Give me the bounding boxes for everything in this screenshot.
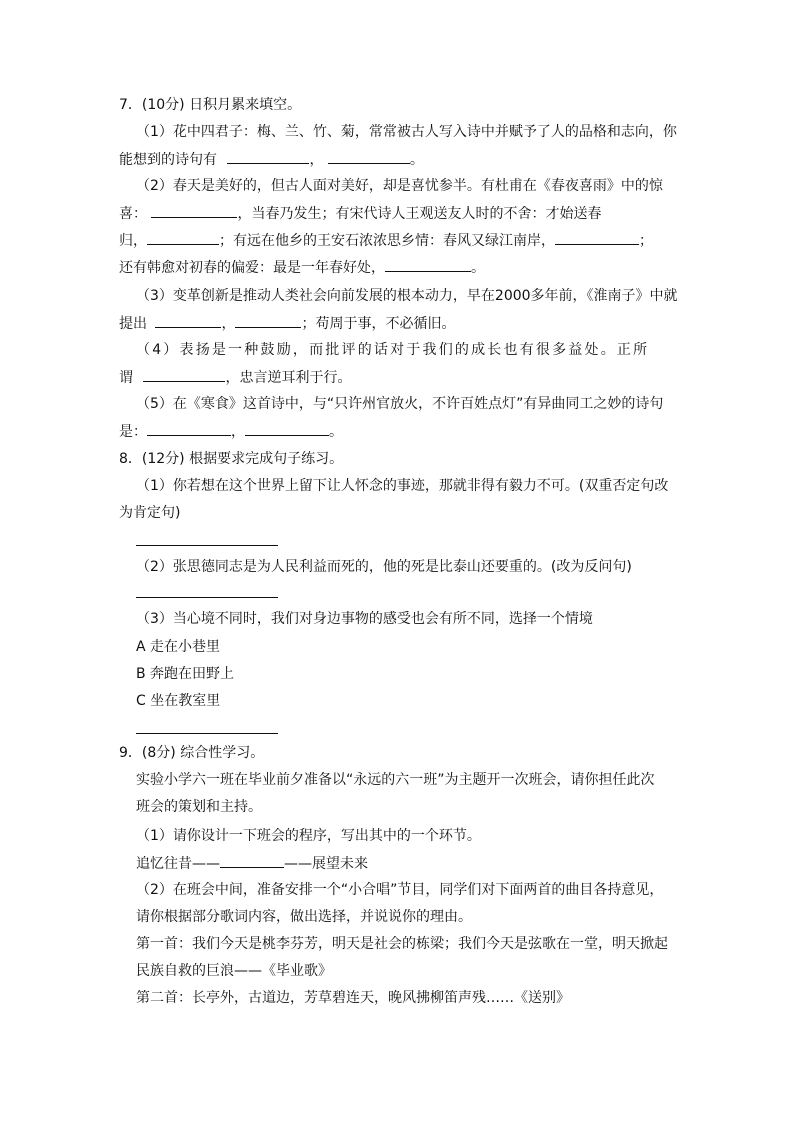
q8-2-answer-line[interactable] xyxy=(136,597,278,598)
answer-blank[interactable] xyxy=(155,313,221,328)
q8-1-answer-line[interactable] xyxy=(136,545,278,546)
q7-5-prompt: 是： xyxy=(119,424,147,440)
q7-4-prompt: 谓 xyxy=(119,370,133,386)
answer-blank[interactable] xyxy=(328,149,410,164)
q7-3-text: （3）变革创新是推动人类社会向前发展的根本动力，早在2000多年前，《淮南子》中就 xyxy=(136,288,678,304)
punct-semicolon: ； xyxy=(639,233,653,249)
q7-4-line2 xyxy=(119,367,351,387)
q7-1-answer-line xyxy=(119,149,424,169)
q9-song2: 第二首：长亭外，古道边，芳草碧连天，晚风拂柳笛声残……《送别》 xyxy=(136,990,570,1006)
q7-3-prompt: 提出 xyxy=(119,316,147,332)
q8-3-text: （3）当心境不同时，我们对身边事物的感受也会有所不同，选择一个情境 xyxy=(136,611,593,627)
q9-1-right: ——展望未来 xyxy=(284,856,368,872)
q7-2-line2 xyxy=(119,203,601,223)
q9-intro-cont: 班会的策划和主持。 xyxy=(136,799,262,815)
q8-heading: 8．(12分) 根据要求完成句子练习。 xyxy=(119,451,344,467)
q9-song1-cont: 民族自救的巨浪——《毕业歌》 xyxy=(136,963,332,979)
answer-blank[interactable] xyxy=(147,421,231,436)
q7-2-prompt-c: 归， xyxy=(119,233,147,249)
q7-heading: 7．(10分) 日积月累来填空。 xyxy=(119,97,302,113)
q7-3-suffix: ；苟周于事，不必循旧。 xyxy=(301,316,456,332)
answer-blank[interactable] xyxy=(227,149,309,164)
q8-2-text: （2）张思德同志是为人民利益而死的，他的死是比泰山还要重的。(改为反问句) xyxy=(136,559,632,575)
q9-2-text-cont: 请你根据部分歌词内容，做出选择，并说说你的理由。 xyxy=(136,909,472,925)
punct-period: 。 xyxy=(471,260,485,276)
q7-5-line2 xyxy=(119,421,343,441)
q7-2-prompt-e: 还有韩愈对初春的偏爱：最是一年春好处， xyxy=(119,260,385,276)
q7-2-line3 xyxy=(119,230,653,250)
answer-blank[interactable] xyxy=(151,203,237,218)
punct-comma: ， xyxy=(309,152,324,168)
q9-heading: 9．(8分) 综合性学习。 xyxy=(119,745,265,761)
q8-3-option-a: A 走在小巷里 xyxy=(136,639,221,655)
answer-blank[interactable] xyxy=(235,313,301,328)
q7-1-prompt: 能想到的诗句有 xyxy=(119,152,217,168)
q8-3-option-b: B 奔跑在田野上 xyxy=(136,666,235,682)
q7-4-suffix: ，忠言逆耳利于行。 xyxy=(225,370,352,386)
q9-intro: 实验小学六一班在毕业前夕准备以“永远的六一班”为主题开一次班会，请你担任此次 xyxy=(136,772,655,788)
q9-1-text: （1）请你设计一下班会的程序，写出其中的一个环节。 xyxy=(136,828,481,844)
q9-2-text: （2）在班会中间，准备安排一个“小合唱”节目，同学们对下面两首的曲目各持意见， xyxy=(136,882,664,898)
q8-3-option-c: C 坐在教室里 xyxy=(136,693,221,709)
q8-1-text: （1）你若想在这个世界上留下让人怀念的事迹，那就非得有毅力不可。(双重否定句改 xyxy=(136,478,669,494)
answer-blank[interactable] xyxy=(147,230,219,245)
answer-blank[interactable] xyxy=(245,421,329,436)
q7-2-prompt-a: 喜： xyxy=(119,206,147,222)
q7-2-line4 xyxy=(119,257,485,277)
q8-1-text-cont: 为肯定句) xyxy=(119,505,181,521)
punct-period: 。 xyxy=(329,424,343,440)
q7-2-prompt-b: ，当春乃发生；有宋代诗人王观送友人时的不舍：才始送春 xyxy=(237,206,602,222)
q9-1-answer-line xyxy=(136,853,368,873)
q7-5-text: （5）在《寒食》这首诗中，与“只许州官放火，不许百姓点灯”有异曲同工之妙的诗句 xyxy=(136,396,664,412)
q7-2-prompt-d: ；有远在他乡的王安石浓浓思乡情：春风又绿江南岸， xyxy=(219,233,555,249)
punct-comma: ， xyxy=(231,424,245,440)
q7-3-line2 xyxy=(119,313,455,333)
q9-song1: 第一首：我们今天是桃李芬芳，明天是社会的栋梁；我们今天是弦歌在一堂，明天掀起 xyxy=(136,936,668,952)
q8-3-answer-line[interactable] xyxy=(136,733,278,734)
q7-1-text: （1）花中四君子：梅、兰、竹、菊，常常被古人写入诗中并赋予了人的品格和志向，你 xyxy=(136,124,677,140)
answer-blank[interactable] xyxy=(143,367,225,382)
q9-1-left: 追忆往昔—— xyxy=(136,856,220,872)
answer-blank[interactable] xyxy=(555,230,639,245)
punct-comma: ， xyxy=(221,316,236,332)
punct-period: 。 xyxy=(409,152,424,168)
answer-blank[interactable] xyxy=(220,853,284,868)
answer-blank[interactable] xyxy=(385,257,471,272)
q7-4-text: （4）表扬是一种鼓励，而批评的话对于我们的成长也有很多益处。正所 xyxy=(136,342,650,358)
q7-2-text: （2）春天是美好的，但古人面对美好，却是喜忧参半。有杜甫在《春夜喜雨》中的惊 xyxy=(136,178,663,194)
